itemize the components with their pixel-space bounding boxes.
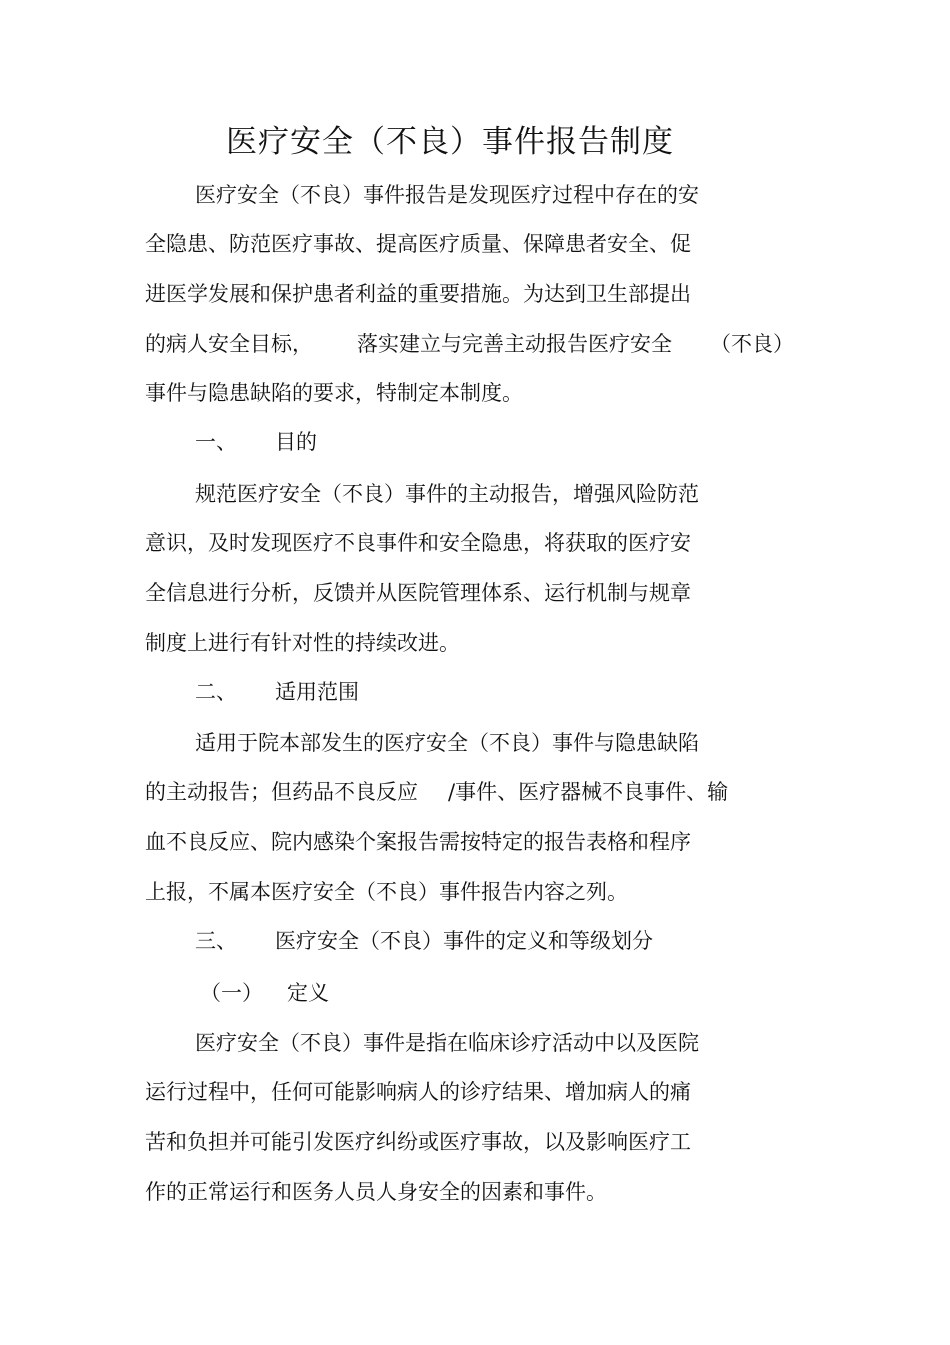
section-1-line-3: 全信息进行分析，反馈并从医院管理体系、运行机制与规章	[145, 581, 691, 605]
section-2-line-2-part-1: 的主动报告；但药品不良反应	[145, 780, 418, 804]
subsection-1-heading	[200, 978, 329, 1008]
section-1-line-1: 规范医疗安全（不良）事件的主动报告，增强风险防范	[195, 482, 699, 506]
section-2-line-4: 上报，不属本医疗安全（不良）事件报告内容之列。	[145, 880, 628, 904]
section-2-heading	[195, 677, 359, 707]
section-1-line-4: 制度上进行有针对性的持续改进。	[145, 631, 460, 655]
section-1-line-2: 意识，及时发现医疗不良事件和安全隐患，将获取的医疗安	[145, 531, 691, 555]
section-1-heading	[195, 427, 317, 457]
intro-line-4	[145, 329, 794, 359]
section-3-line-3: 苦和负担并可能引发医疗纠纷或医疗事故，以及影响医疗工	[145, 1130, 691, 1154]
intro-line-4-part-2: 落实建立与完善主动报告医疗安全	[357, 332, 672, 356]
section-3-line-2: 运行过程中，任何可能影响病人的诊疗结果、增加病人的痛	[145, 1080, 691, 1104]
document-title: 医疗安全（不良）事件报告制度	[226, 124, 674, 160]
section-2-line-2-part-2: /事件、医疗器械不良事件、输	[448, 780, 729, 804]
intro-line-3: 进医学发展和保护患者利益的重要措施。为达到卫生部提出	[145, 282, 691, 306]
intro-line-4-part-1: 的病人安全目标，	[145, 332, 313, 356]
intro-line-1: 医疗安全（不良）事件报告是发现医疗过程中存在的安	[195, 183, 699, 207]
intro-line-5: 事件与隐患缺陷的要求，特制定本制度。	[145, 381, 523, 405]
section-2-number: 二、	[195, 680, 237, 704]
section-1-number: 一、	[195, 430, 237, 454]
section-3-heading	[195, 926, 653, 956]
section-3-number: 三、	[195, 929, 237, 953]
intro-line-2: 全隐患、防范医疗事故、提高医疗质量、保障患者安全、促	[145, 232, 691, 256]
section-1-title: 目的	[275, 430, 317, 454]
section-2-line-1: 适用于院本部发生的医疗安全（不良）事件与隐患缺陷	[195, 731, 699, 755]
section-2-line-3: 血不良反应、院内感染个案报告需按特定的报告表格和程序	[145, 830, 691, 854]
subsection-1-title: 定义	[287, 981, 329, 1005]
subsection-1-number: （一）	[200, 981, 263, 1005]
section-3-title: 医疗安全（不良）事件的定义和等级划分	[275, 929, 653, 953]
section-3-line-4: 作的正常运行和医务人员人身安全的因素和事件。	[145, 1180, 607, 1204]
section-2-title: 适用范围	[275, 680, 359, 704]
section-3-line-1: 医疗安全（不良）事件是指在临床诊疗活动中以及医院	[195, 1031, 699, 1055]
section-2-line-2	[145, 777, 728, 807]
intro-line-4-part-3: （不良）	[710, 332, 794, 356]
